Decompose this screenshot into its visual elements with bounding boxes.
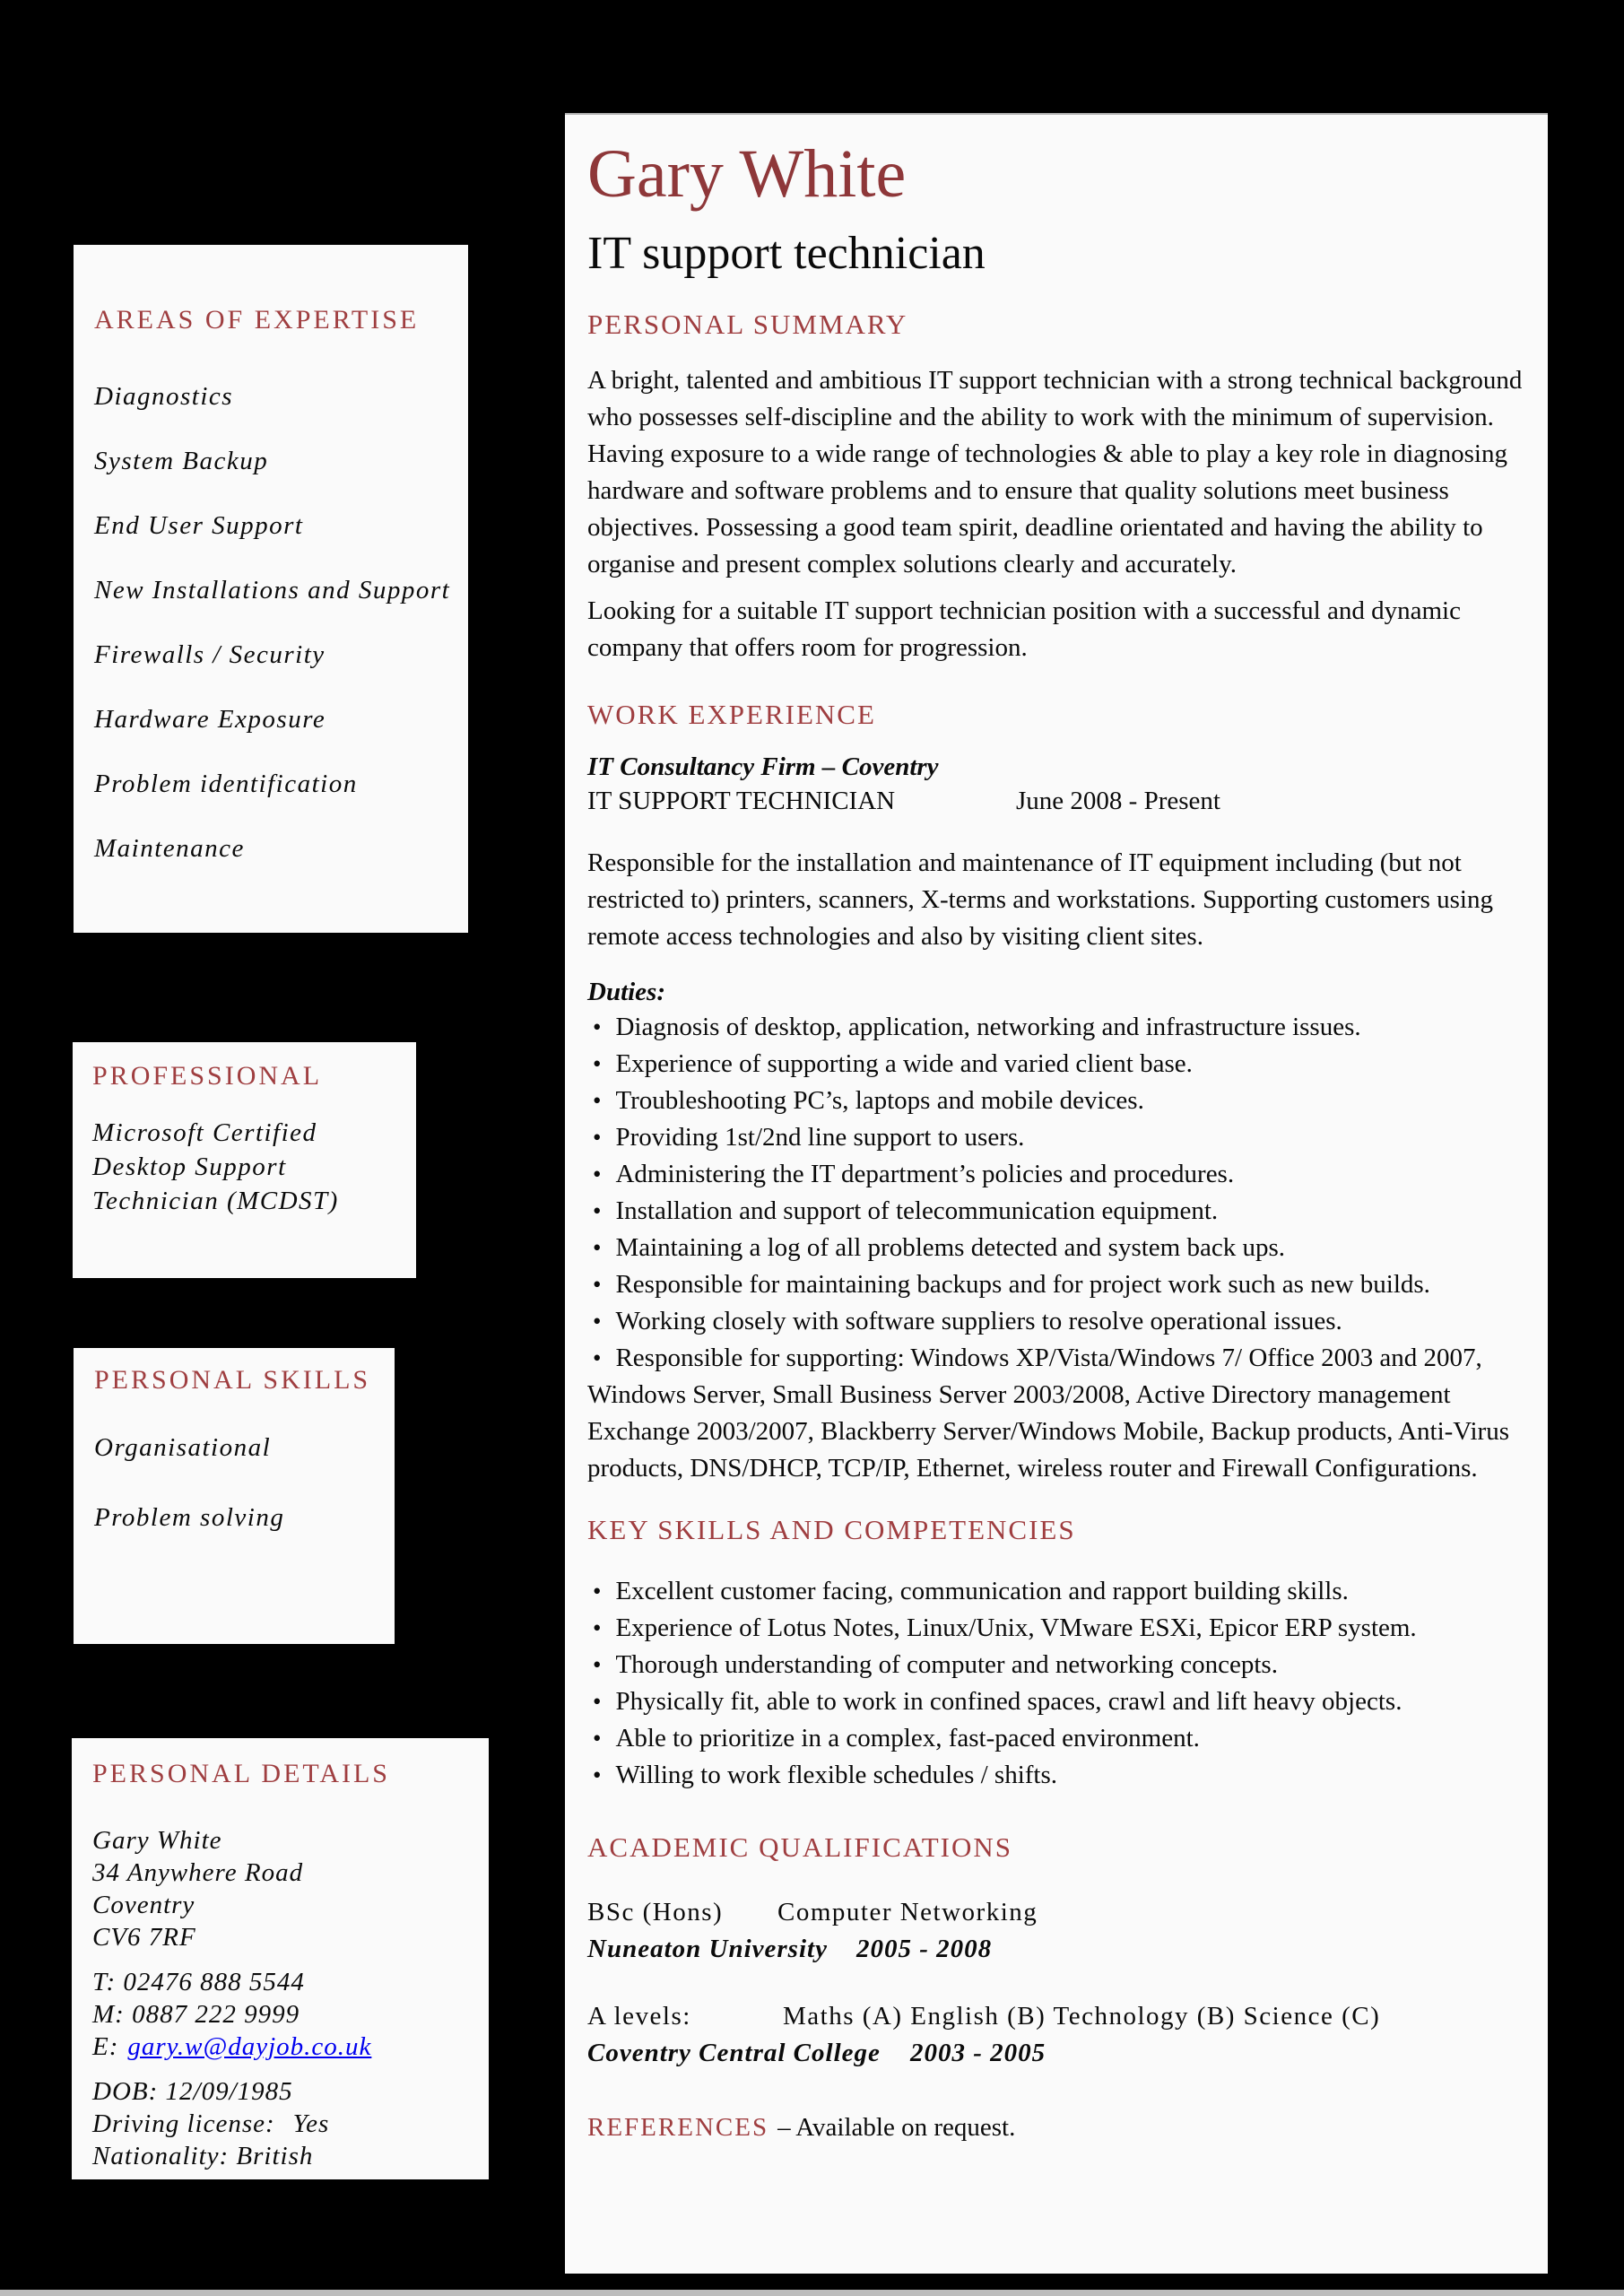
address-line: 34 Anywhere Road [92, 1858, 304, 1887]
expertise-item: End User Support [94, 511, 304, 540]
work-intro-paragraph: Responsible for the installation and maintenance of IT equipment including (but not restricted to) printers, scanners, X-terms and workstations. Supporting customers using remote access technologies and also by visiting client sites. [587, 848, 1493, 951]
bullet-icon [593, 1340, 601, 1377]
duty-item [587, 1193, 1524, 1230]
sidebar-box-personal-skills [74, 1348, 395, 1644]
resume-main-panel [565, 113, 1548, 2274]
alevels-value: Maths (A) English (B) Technology (B) Science (C) [783, 2002, 1381, 2031]
sidebar-box-professional [73, 1042, 416, 1278]
address-line: Coventry [92, 1891, 195, 1919]
address-block [92, 1824, 480, 1953]
email-label: E: [92, 2032, 119, 2061]
bullet-icon [593, 1046, 601, 1083]
phone-line: M: 0887 222 9999 [92, 2000, 300, 2029]
expertise-title: AREAS OF EXPERTISE [94, 305, 420, 335]
key-skills-list [587, 1573, 1524, 1794]
college-dates: 2003 - 2005 [910, 2039, 1046, 2067]
duty-text: Administering the IT department’s policies and procedures. [615, 1160, 1235, 1188]
university-name: Nuneaton University [587, 1935, 828, 1963]
duty-item [587, 1046, 1524, 1083]
alevels-line [587, 1998, 1524, 2035]
duty-item [587, 1083, 1524, 1119]
employer-line: IT Consultancy Firm – Coventry [587, 752, 939, 781]
key-skill-item [587, 1720, 1524, 1757]
key-skill-text: Able to prioritize in a complex, fast-paced environment. [615, 1724, 1200, 1752]
expertise-list [94, 381, 459, 864]
bullet-icon [593, 1303, 601, 1340]
summary-paragraph-2: Looking for a suitable IT support technician position with a successful and dynamic company that offers room for progression. [587, 596, 1461, 662]
duties-label: Duties: [587, 978, 665, 1006]
bullet-icon [593, 1266, 601, 1303]
professional-line: Microsoft Certified [92, 1118, 317, 1147]
bullet-icon [593, 1193, 601, 1230]
duty-text: Providing 1st/2nd line support to users. [615, 1123, 1025, 1152]
expertise-item: Firewalls / Security [94, 640, 326, 669]
bullet-icon [593, 1683, 601, 1720]
key-skill-text: Thorough understanding of computer and networking concepts. [615, 1650, 1278, 1679]
email-link[interactable]: gary.w@dayjob.co.uk [127, 2032, 372, 2061]
sidebar-box-personal-details [72, 1738, 489, 2179]
address-line: CV6 7RF [92, 1923, 196, 1952]
duty-item [587, 1156, 1524, 1193]
section-title-work-experience: WORK EXPERIENCE [587, 699, 876, 730]
key-skill-text: Physically fit, able to work in confined spaces, crawl and lift heavy objects. [615, 1687, 1403, 1716]
expertise-item: Hardware Exposure [94, 705, 326, 734]
key-skill-item [587, 1683, 1524, 1720]
expertise-item: Maintenance [94, 834, 245, 863]
duty-text: Responsible for supporting: Windows XP/Vista/Windows 7/ Office 2003 and 2007, Windows Server, Small Business Server 2003/2008, Active Directory management Exchange 2003/2007, Blackberry Server/Windows Mobile, Backup products, Anti-Virus products, DNS/DHCP, TCP/IP, Ethernet, wireless router and Firewall Configurations. [587, 1344, 1509, 1483]
bullet-icon [593, 1573, 601, 1610]
misc-details-block [92, 2075, 480, 2172]
duty-item [587, 1340, 1524, 1487]
key-skill-text: Willing to work flexible schedules / shifts. [615, 1761, 1058, 1789]
duty-text: Responsible for maintaining backups and for project work such as new builds. [615, 1270, 1430, 1299]
bullet-icon [593, 1757, 601, 1794]
email-line [92, 2031, 480, 2063]
expertise-item: Problem identification [94, 770, 358, 798]
window-edge-strip [0, 2290, 1624, 2296]
role-dates: June 2008 - Present [1016, 787, 1220, 815]
duties-list [587, 1009, 1524, 1487]
contact-block [92, 1966, 480, 2063]
university-dates: 2005 - 2008 [856, 1935, 993, 1963]
address-line: Gary White [92, 1826, 222, 1855]
references-line [587, 2111, 1524, 2144]
phone-lines [92, 1966, 480, 2031]
dob-line: DOB: 12/09/1985 [92, 2077, 293, 2106]
duty-text: Maintaining a log of all problems detected and system back ups. [615, 1233, 1286, 1262]
professional-title: PROFESSIONAL [92, 1061, 323, 1091]
key-skill-text: Excellent customer facing, communication and rapport building skills. [615, 1577, 1349, 1605]
duty-text: Experience of supporting a wide and varied client base. [615, 1049, 1193, 1078]
personal-skills-title: PERSONAL SKILLS [94, 1365, 371, 1395]
role-title: IT SUPPORT TECHNICIAN [587, 787, 896, 815]
personal-details-title: PERSONAL DETAILS [92, 1759, 390, 1788]
key-skill-item [587, 1757, 1524, 1794]
summary-paragraph-1: A bright, talented and ambitious IT support technician with a strong technical background who possesses self-discipline and the ability to work with the minimum of supervision. Having exposure to a wide range of technologies & able to play a key role in diagnosing hardware and software problems and to ensure that quality solutions meet business objectives. Possessing a good team spirit, deadline orientated and having the ability to organise and present complex solutions clearly and accurately. [587, 366, 1523, 578]
references-label: REFERENCES [587, 2113, 769, 2142]
key-skill-item [587, 1647, 1524, 1683]
key-skill-item [587, 1610, 1524, 1647]
bullet-icon [593, 1083, 601, 1119]
personal-skill-item: Organisational [94, 1433, 272, 1462]
degree-label: BSc (Hons) [587, 1898, 724, 1926]
driving-license-line [92, 2108, 480, 2140]
professional-line: Technician (MCDST) [92, 1187, 339, 1215]
duty-text: Installation and support of telecommunication equipment. [615, 1196, 1219, 1225]
duty-item [587, 1009, 1524, 1046]
section-title-key-skills: KEY SKILLS AND COMPETENCIES [587, 1514, 1076, 1545]
degree-value: Computer Networking [777, 1898, 1038, 1926]
bullet-icon [593, 1009, 601, 1046]
driving-label: Driving license: [92, 2109, 275, 2138]
section-title-academic: ACADEMIC QUALIFICATIONS [587, 1831, 1012, 1863]
bullet-icon [593, 1720, 601, 1757]
duty-item [587, 1303, 1524, 1340]
section-title-personal-summary: PERSONAL SUMMARY [587, 309, 908, 340]
university-line [587, 1931, 1524, 1968]
key-skill-item [587, 1573, 1524, 1610]
role-line [587, 783, 1524, 820]
sidebar-box-expertise [74, 245, 468, 933]
bullet-icon [593, 1647, 601, 1683]
references-text: – Available on request. [777, 2113, 1016, 2142]
duty-text: Working closely with software suppliers to resolve operational issues. [615, 1307, 1342, 1335]
duty-item [587, 1119, 1524, 1156]
personal-skill-item: Problem solving [94, 1503, 285, 1532]
candidate-job-title: IT support technician [587, 228, 986, 279]
bullet-icon [593, 1610, 601, 1647]
degree-line [587, 1894, 1524, 1931]
expertise-item: Diagnostics [94, 382, 234, 411]
key-skill-text: Experience of Lotus Notes, Linux/Unix, VMware ESXi, Epicor ERP system. [615, 1613, 1417, 1642]
duty-text: Troubleshooting PC’s, laptops and mobile devices. [615, 1086, 1144, 1115]
duty-item [587, 1230, 1524, 1266]
professional-lines [92, 1116, 407, 1218]
driving-value: Yes [292, 2109, 330, 2138]
personal-skills-list [94, 1432, 386, 1533]
college-line [587, 2035, 1524, 2072]
bullet-icon [593, 1156, 601, 1193]
candidate-name: Gary White [587, 136, 907, 212]
bullet-icon [593, 1119, 601, 1156]
nationality-line: Nationality: British [92, 2142, 314, 2170]
duty-item [587, 1266, 1524, 1303]
expertise-item: New Installations and Support [94, 576, 451, 604]
bullet-icon [593, 1230, 601, 1266]
expertise-item: System Backup [94, 447, 269, 475]
alevels-label: A levels: [587, 2002, 691, 2031]
college-name: Coventry Central College [587, 2039, 881, 2067]
phone-line: T: 02476 888 5544 [92, 1968, 305, 1996]
duty-text: Diagnosis of desktop, application, networking and infrastructure issues. [615, 1013, 1361, 1041]
professional-line: Desktop Support [92, 1152, 287, 1181]
